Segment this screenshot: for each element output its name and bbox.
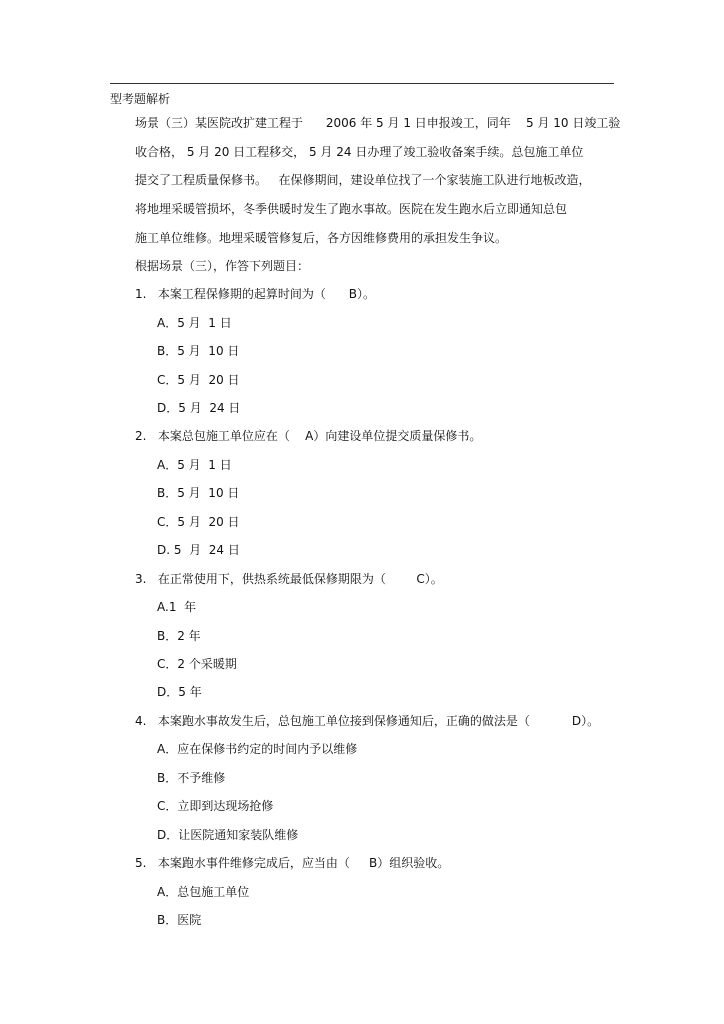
question-4-stem: 4. 本案跑水事故发生后，总包施工单位接到保修通知后，正确的做法是（ D）。 xyxy=(135,714,600,728)
question-2-option-b: B．5 月 10 日 xyxy=(157,486,240,500)
question-3-option-b: B．2 年 xyxy=(157,629,201,643)
scenario-line-1: 场景（三）某医院改扩建工程于 2006 年 5 月 1 日申报竣工，同年 5 月 10 日竣工验 xyxy=(135,116,621,130)
question-4-option-d: D．让医院通知家装队维修 xyxy=(157,828,299,842)
question-2-stem: 2. 本案总包施工单位应在（ A）向建设单位提交质量保修书。 xyxy=(135,429,482,443)
question-2-option-d: D. 5 月 24 日 xyxy=(157,543,240,557)
question-4-option-a: A．应在保修书约定的时间内予以维修 xyxy=(157,742,358,756)
question-3-option-d: D．5 年 xyxy=(157,685,202,699)
scenario-line-5: 施工单位维修。地埋采暖管修复后，各方因维修费用的承担发生争议。 xyxy=(135,231,508,245)
question-4-option-c: C．立即到达现场抢修 xyxy=(157,799,274,813)
question-1-option-a: A．5 月 1 日 xyxy=(157,316,232,330)
section-title: 型考题解析 xyxy=(110,92,171,106)
question-2-option-a: A．5 月 1 日 xyxy=(157,458,232,472)
question-5-option-a: A．总包施工单位 xyxy=(157,885,250,899)
question-1-option-b: B．5 月 10 日 xyxy=(157,344,240,358)
question-4-option-b: B．不予维修 xyxy=(157,771,226,785)
question-1-option-d: D．5 月 24 日 xyxy=(157,401,241,415)
question-5-stem: 5. 本案跑水事件维修完成后，应当由（ B）组织验收。 xyxy=(135,856,450,870)
question-1-stem: 1. 本案工程保修期的起算时间为（ B）。 xyxy=(135,287,376,301)
header-rule xyxy=(110,83,614,84)
question-3-option-a: A.1 年 xyxy=(157,600,197,614)
question-3-option-c: C．2 个采暖期 xyxy=(157,657,237,671)
question-2-option-c: C．5 月 20 日 xyxy=(157,515,240,529)
scenario-line-3: 提交了工程质量保修书。 在保修期间，建设单位找了一个家装施工队进行地板改造， xyxy=(135,173,591,187)
scenario-line-4: 将地埋采暖管损坏，冬季供暖时发生了跑水事故。医院在发生跑水后立即通知总包 xyxy=(135,202,568,216)
question-3-stem: 3. 在正常使用下，供热系统最低保修期限为（ C）。 xyxy=(135,572,443,586)
instruction-text: 根据场景（三），作答下列题目： xyxy=(135,259,310,273)
scenario-line-2: 收合格， 5 月 20 日工程移交， 5 月 24 日办理了竣工验收备案手续。总包施工单位 xyxy=(135,145,584,159)
question-1-option-c: C．5 月 20 日 xyxy=(157,373,240,387)
question-5-option-b: B．医院 xyxy=(157,913,202,927)
